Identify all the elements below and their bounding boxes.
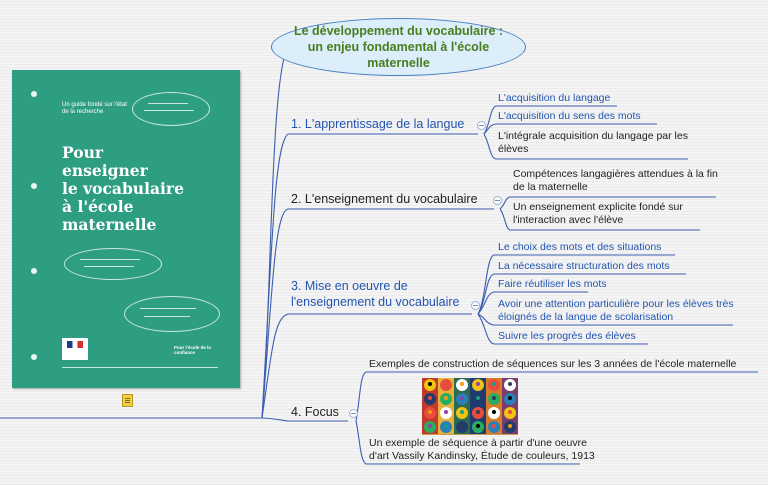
cover-decor-oval xyxy=(124,296,220,332)
subtopic[interactable]: Un exemple de séquence à partir d'une oeuvre d'art Vassily Kandinsky, Étude de couleurs, 1913 xyxy=(369,437,595,462)
painting-square xyxy=(470,420,486,434)
branch-2-topic[interactable]: 2. L'enseignement du vocabulaire xyxy=(291,192,478,206)
republique-francaise-logo xyxy=(62,338,88,360)
subtopic[interactable]: Suivre les progrès des élèves xyxy=(498,330,636,342)
painting-square xyxy=(502,378,518,392)
cover-dot xyxy=(31,268,37,274)
cover-dot xyxy=(31,91,37,97)
cover-subtitle: Un guide fondé sur l'état de la recherche xyxy=(62,102,127,115)
subtopic[interactable]: Exemples de construction de séquences sur les 3 années de l'école maternelle xyxy=(369,358,737,370)
painting-square xyxy=(454,378,470,392)
cover-decor-line xyxy=(62,367,218,368)
cover-decor-line xyxy=(144,110,194,111)
subtopic[interactable]: Faire réutiliser les mots xyxy=(498,278,607,290)
kandinsky-painting-image xyxy=(422,378,518,435)
painting-square xyxy=(438,420,454,434)
cover-decor-line xyxy=(140,308,196,309)
central-topic[interactable] xyxy=(271,18,526,76)
cover-dot xyxy=(31,354,37,360)
branch-4-topic[interactable]: 4. Focus xyxy=(291,405,339,419)
painting-square xyxy=(454,392,470,406)
painting-square xyxy=(486,406,502,420)
branch-3-topic[interactable]: 3. Mise en oeuvre de l'enseignement du vocabulaire xyxy=(291,279,460,309)
painting-square xyxy=(502,392,518,406)
painting-square xyxy=(502,406,518,420)
cover-decor-oval xyxy=(132,92,210,126)
central-topic-label: Le développement du vocabulaire : un enjeu fondamental à l'école maternelle xyxy=(293,24,504,70)
cover-decor-line xyxy=(84,266,134,267)
painting-square xyxy=(438,392,454,406)
subtopic[interactable]: L'acquisition du sens des mots xyxy=(498,110,641,122)
painting-square xyxy=(486,420,502,434)
cover-decor-line xyxy=(144,316,190,317)
subtopic[interactable]: Avoir une attention particulière pour les élèves très éloignés de la langue de scolarisation xyxy=(498,298,734,323)
collapse-toggle-icon[interactable] xyxy=(471,301,480,310)
collapse-toggle-icon[interactable] xyxy=(349,409,358,418)
subtopic[interactable]: Compétences langagières attendues à la fin de la maternelle xyxy=(513,168,718,193)
note-icon[interactable] xyxy=(122,394,133,407)
subtopic[interactable]: Le choix des mots et des situations xyxy=(498,241,662,253)
cover-footer-text: Pour l'école de la confiance xyxy=(174,345,211,355)
painting-square xyxy=(422,392,438,406)
painting-square xyxy=(470,406,486,420)
cover-decor-line xyxy=(148,103,188,104)
collapse-toggle-icon[interactable] xyxy=(493,196,502,205)
subtopic[interactable]: Un enseignement explicite fondé sur l'interaction avec l'élève xyxy=(513,201,683,226)
cover-title: Pour enseigner le vocabulaire à l'école maternelle xyxy=(62,143,184,234)
cover-dot xyxy=(31,183,37,189)
subtopic[interactable]: La nécessaire structuration des mots xyxy=(498,260,670,272)
book-cover-image xyxy=(12,70,240,388)
painting-square xyxy=(470,392,486,406)
painting-square xyxy=(438,406,454,420)
painting-square xyxy=(422,378,438,392)
painting-square xyxy=(486,392,502,406)
branch-1-topic[interactable]: 1. L'apprentissage de la langue xyxy=(291,117,465,131)
painting-square xyxy=(470,378,486,392)
painting-square xyxy=(486,378,502,392)
collapse-toggle-icon[interactable] xyxy=(477,121,486,130)
subtopic[interactable]: L'acquisition du langage xyxy=(498,92,611,104)
painting-square xyxy=(422,420,438,434)
cover-decor-line xyxy=(80,259,140,260)
painting-square xyxy=(438,378,454,392)
painting-square xyxy=(454,420,470,434)
subtopic[interactable]: L'intégrale acquisition du langage par les élèves xyxy=(498,130,688,155)
painting-square xyxy=(502,420,518,434)
painting-square xyxy=(454,406,470,420)
cover-decor-oval xyxy=(64,248,162,280)
painting-square xyxy=(422,406,438,420)
